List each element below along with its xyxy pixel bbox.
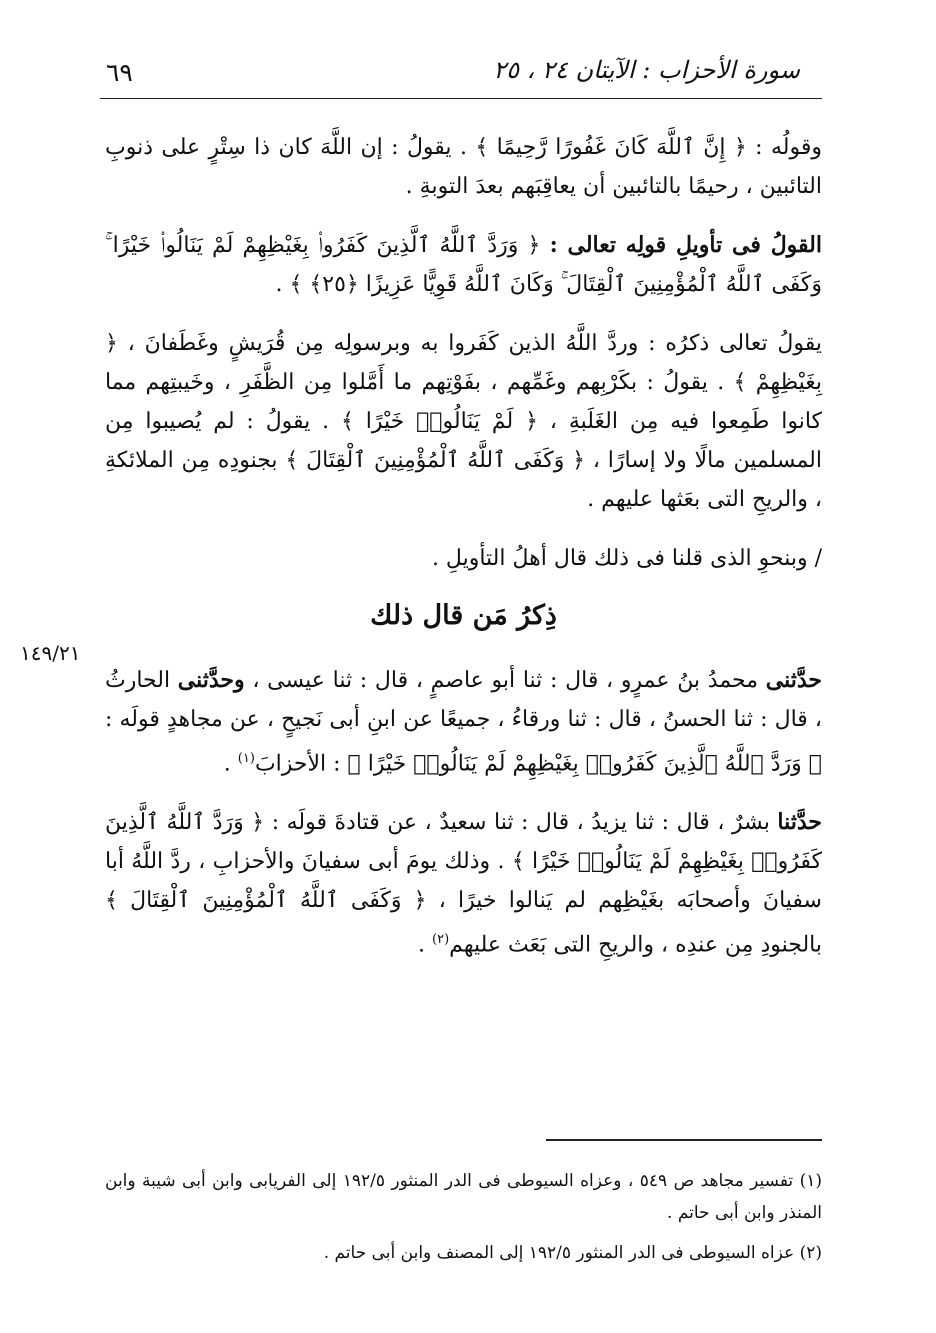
paragraph-transition: / وبنحوِ الذى قلنا فى ذلك قال أهلُ التأويلِ . [431, 546, 822, 571]
narration-end: . [418, 932, 433, 958]
paragraph-verse-explanation: وقولُه : ﴿ إِنَّ ٱللَّهَ كَانَ غَفُورًا رَّحِيمًا ﴾ . يقولُ : إن اللَّهَ كان ذا سِتْرٍ على ذنوبِ التائبين ، رحيمًا بالتائبين أن يعاقِبَهم بعدَ التوبةِ . [105, 135, 822, 199]
narration-text: بشرٌ ، قال : ثنا يزيدُ ، قال : ثنا سعيدٌ ، عن قتادةَ قولَه : ﴿ وَرَدَّ ٱللَّهُ ٱلَّذِينَ كَفَرُوا۟ بِغَيْظِهِمْ لَمْ يَنَالُوا۟ خَيْرًا ﴾ . وذلك يومَ أبى سفيانَ والأحزابِ ، ردَّ اللَّهُ أبا سفيانَ وأصحابَه بغَيْظِهم لم يَنالوا خيرًا ، ﴿ وَكَفَى ٱللَّهُ ٱلْمُؤْمِنِينَ ٱلْقِتَالَ ﴾ بالجنودِ مِن عندِه ، والريحِ التى بَعَث عليهم [105, 810, 822, 958]
paragraph-narration-1 [105, 661, 822, 783]
paragraph-commentary: يقولُ تعالى ذكرُه : وردَّ اللَّهُ الذين كَفَروا به وبرسولِه مِن قُرَيشٍ وغَطَفانَ ، ﴿ بِغَيْظِهِمْ ﴾ . يقولُ : بكَرْبِهم وغَمِّهم ، بفَوْتِهم ما أَمَّلوا مِن الظَّفَرِ ، وخَيبتِهم مما كانوا طَمِعوا فيه مِن الغَلَبةِ ، ﴿ لَمْ يَنَالُوا۟ خَيْرًا ﴾ . يقولُ : لم يُصيبوا مِن المسلمين مالًا ولا إسارًا ، ﴿ وَكَفَى ٱللَّهُ ٱلْمُؤْمِنِينَ ٱلْقِتَالَ ﴾ بجنودِه مِن الملائكةِ ، والريحِ التى بعَثها عليهم . [105, 331, 822, 512]
running-title: سورة الأحزاب : الآيتان ٢٤ ، ٢٥ [493, 56, 800, 84]
margin-reference: ١٤٩/٢١ [20, 641, 81, 665]
footnotes [105, 1165, 822, 1277]
main-text [105, 128, 822, 985]
page-header [100, 50, 820, 94]
header-rule [100, 98, 822, 99]
narration-end: . [223, 751, 238, 777]
footnote-marker: (٢) [432, 932, 450, 948]
narration-lead: حدَّثنا [777, 809, 822, 836]
narration-text: محمدُ بنُ عمرٍو ، قال : ثنا أبو عاصمٍ ، قال : ثنا عيسى ، [244, 668, 766, 693]
footnote-2: (٢) عزاه السيوطى فى الدر المنثور ١٩٢/٥ إلى المصنف وابن أبى حاتم . [323, 1243, 822, 1263]
narration-lead: حدَّثنى [765, 667, 822, 693]
heading-lead: القولُ فى تأويلِ قولِه تعالى : [549, 232, 822, 258]
narration-text: الحارثُ ، قال : ثنا الحسنُ ، قال : ثنا ورقاءُ ، جميعًا عن ابنِ أبى نَجيحٍ ، عن مجاهدٍ قولَه : ﴿ وَرَدَّ ٱللَّهُ ٱلَّذِينَ كَفَرُوا۟ بِغَيْظِهِمْ لَمْ يَنَالُوا۟ خَيْرًا ﴾ : الأحزابَ [105, 668, 822, 777]
page-number: ٦٩ [106, 58, 133, 87]
paragraph-verse-heading [105, 226, 822, 304]
narration-lead: وحدَّثنى [177, 667, 245, 693]
paragraph-narration-2 [105, 803, 822, 964]
footnote-1: (١) تفسير مجاهد ص ٥٤٩ ، وعزاه السيوطى فى الدر المنثور ١٩٢/٥ إلى الفريابى وابن أبى شيبة وابن المنذر وابن أبى حاتم . [105, 1171, 822, 1223]
verse-text: ﴿ وَرَدَّ ٱللَّهُ ٱلَّذِينَ كَفَرُوا۟ بِغَيْظِهِمْ لَمْ يَنَالُوا۟ خَيْرًا ۚ وَكَفَى ٱللَّهُ ٱلْمُؤْمِنِينَ ٱلْقِتَالَ ۚ وَكَانَ ٱللَّهُ قَوِيًّا عَزِيزًا ﴿٢٥﴾ ﴾ . [105, 233, 822, 297]
section-title: ذِكرُ مَن قال ذلك [370, 600, 557, 631]
footnote-marker: (١) [237, 751, 255, 766]
footnote-rule [546, 1139, 822, 1141]
